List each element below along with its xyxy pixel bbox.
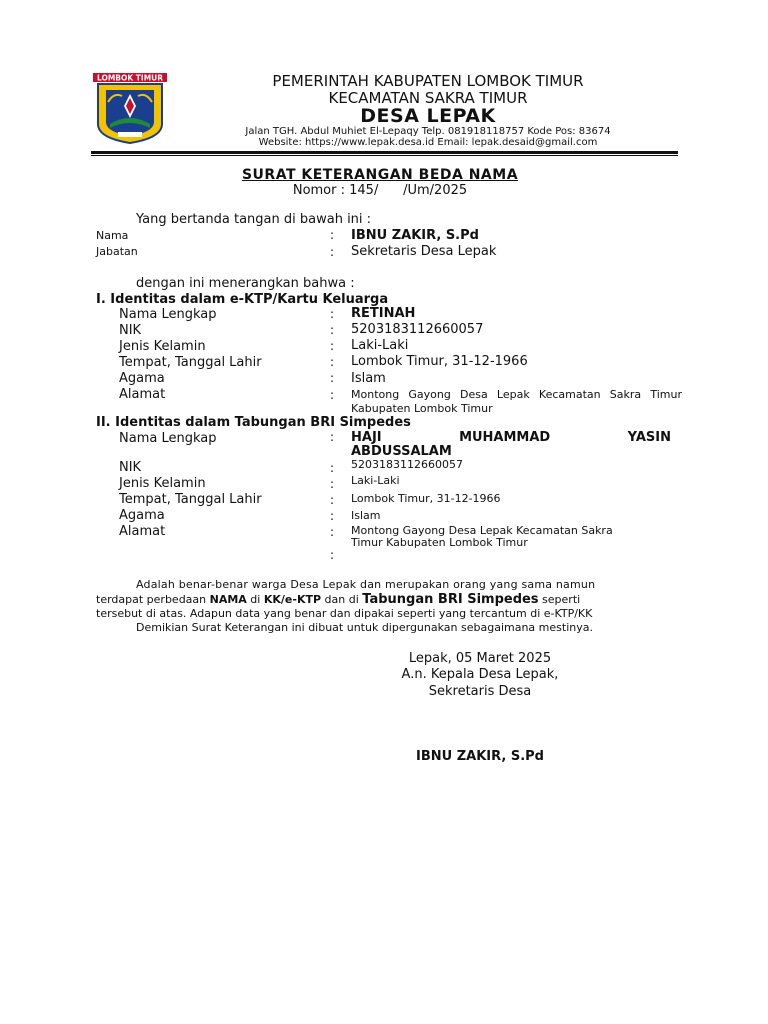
s1-label-alamat: Alamat [119,387,166,402]
signature-place-date: Lepak, 05 Maret 2025 [408,651,552,666]
colon: : [330,355,335,369]
signature-on-behalf: A.n. Kepala Desa Lepak, [401,667,559,682]
body-line2-kk: KK/e-KTP [263,593,322,606]
signature-role: Sekretaris Desa [428,684,532,699]
colon: : [330,228,335,242]
s2-value-nik: 5203183112660057 [351,458,463,471]
body-line1 [96,578,682,592]
colon: : [330,509,335,523]
body-line2 [96,593,682,607]
s2-value-nama-line1 [351,430,671,445]
header-district: KECAMATAN SAKRA TIMUR [328,89,528,107]
body-paragraph [96,578,682,635]
s1-label-ttl: Tempat, Tanggal Lahir [119,355,262,370]
signer-name-label: Nama [96,229,129,242]
header-contact: Website: https://www.lepak.desa.id Email: lepak.desaid@gmail.com [258,137,598,148]
colon: : [330,323,335,337]
menerangkan-text: dengan ini menerangkan bahwa : [136,276,355,291]
header-divider-thin [91,155,678,156]
body-line2-c: di [246,593,264,606]
s2-value-ttl: Lombok Timur, 31-12-1966 [351,492,501,505]
s2-label-agama: Agama [119,508,165,523]
s1-label-nama: Nama Lengkap [119,307,217,322]
s2-nama-word2: MUHAMMAD [459,430,551,445]
colon: : [330,388,335,402]
signer-name-value: IBNU ZAKIR, S.Pd [351,228,479,243]
s2-label-ttl: Tempat, Tanggal Lahir [119,492,262,507]
colon: : [330,461,335,475]
s2-label-nik: NIK [119,460,142,475]
body-line2-nama: NAMA [209,593,247,606]
header-address: Jalan TGH. Abdul Muhiet El-Lepaqy Telp. 081918118757 Kode Pos: 83674 [245,126,611,137]
letter-title: SURAT KETERANGAN BEDA NAMA [241,167,519,183]
letter-number: Nomor : 145/ /Um/2025 [292,183,468,198]
s1-value-nik: 5203183112660057 [351,322,484,337]
intro-text: Yang bertanda tangan di bawah ini : [136,212,372,227]
colon: : [330,493,335,507]
s1-label-agama: Agama [119,371,165,386]
section2-heading: II. Identitas dalam Tabungan BRI Simpedes [96,415,411,430]
body-line2-a: terdapat perbedaan [96,593,210,606]
colon: : [330,307,335,321]
s2-nama-word3: YASIN [627,430,671,445]
logo-text: LOMBOK TIMUR [96,73,164,83]
s2-value-alamat-line1: Montong Gayong Desa Lepak Kecamatan Sakra [351,524,613,537]
colon: : [330,430,335,444]
s1-label-nik: NIK [119,323,142,338]
s1-label-jk: Jenis Kelamin [119,339,206,354]
s2-value-jk: Laki-Laki [351,474,400,487]
s1-value-alamat: Montong Gayong Desa Lepak Kecamatan Sakra Timur Kabupaten Lombok Timur [351,388,682,415]
header-government: PEMERINTAH KABUPATEN LOMBOK TIMUR [272,72,584,90]
colon: : [330,245,335,259]
colon: : [330,339,335,353]
s2-label-jk: Jenis Kelamin [119,476,206,491]
body-line3: tersebut di atas. Adapun data yang benar dan dipakai seperti yang tercantum di e-KTP/KK [96,607,593,620]
s2-value-agama: Islam [351,509,381,522]
colon: : [330,525,335,539]
body-line2-e: dan di [321,593,363,606]
body-line1-text: Adalah benar-benar warga Desa Lepak dan merupakan orang yang sama namun [136,578,596,591]
s2-nama-word1: HAJI [351,430,382,445]
lombok-timur-logo [92,72,168,144]
signer-position-value: Sekretaris Desa Lepak [351,244,497,259]
header-village: DESA LEPAK [360,105,496,127]
s2-label-alamat: Alamat [119,524,166,539]
signature-name: IBNU ZAKIR, S.Pd [416,749,544,764]
body-closing: Demikian Surat Keterangan ini dibuat untuk dipergunakan sebagaimana mestinya. [136,621,593,634]
colon: : [330,371,335,385]
s1-value-jk: Laki-Laki [351,338,409,353]
colon: : [330,477,335,491]
signer-position-label: Jabatan [96,245,138,258]
s1-value-nama: RETINAH [351,306,416,321]
colon: : [330,548,335,562]
header-divider [91,151,678,154]
s1-value-agama: Islam [351,371,386,386]
s1-value-ttl: Lombok Timur, 31-12-1966 [351,354,528,369]
s2-value-nama-line2: ABDUSSALAM [351,444,452,459]
s2-label-nama: Nama Lengkap [119,431,217,446]
section1-heading: I. Identitas dalam e-KTP/Kartu Keluarga [96,292,389,307]
body-line2-tabungan: Tabungan BRI Simpedes [362,592,539,607]
s2-value-alamat-line2: Timur Kabupaten Lombok Timur [351,536,528,549]
body-line2-g: seperti [538,593,581,606]
